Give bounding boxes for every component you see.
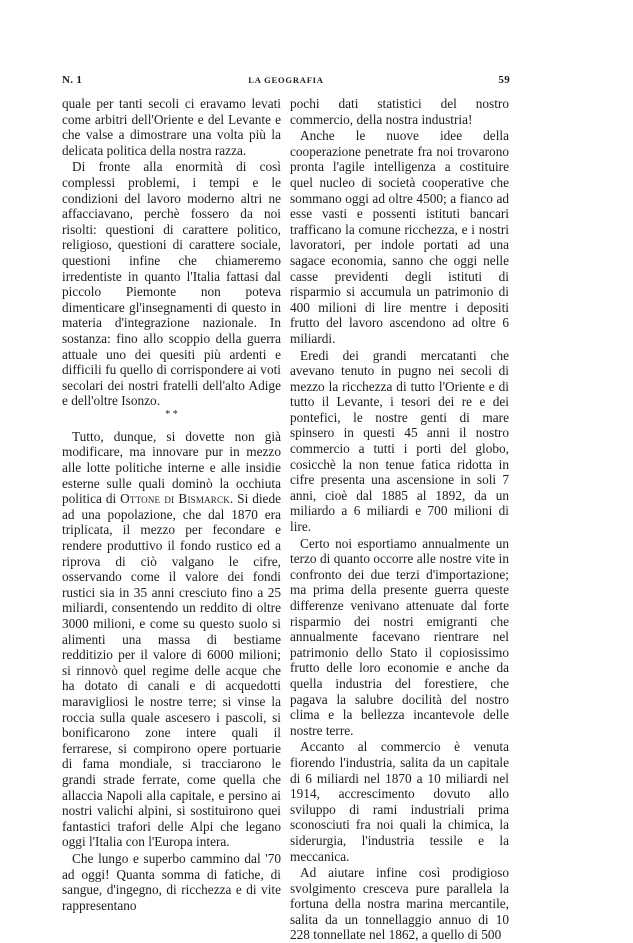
asterism: * *: [165, 408, 178, 420]
paragraph: Certo noi esportiamo annualmente un terzo di quanto occorre alle nostre vite in confronto dei due terzi d'importazione; ma prima della presente guerra queste differenze venivano attenuate dal forte risparmio dei nostri emigranti che annualmente facevano rientrare nel patrimonio dello Stato il copiosissimo frutto delle loro economie e anche da quella industria del forestiere, che pagava la salubre docilità del nostro clima e la bellezza incantevole delle nostre terre.: [290, 535, 509, 738]
left-column: [62, 96, 281, 913]
page-number: 59: [498, 74, 510, 86]
running-header: [62, 74, 510, 90]
paragraph: Di fronte alla enormità di così complessi problemi, i tempi e le condizioni del lavoro moderno altri ne affacciavano, perchè fossero da noi risolti: questioni di carattere politico, religioso, questioni di carattere sociale, questioni infine che chiameremo irredentiste in quanto l'Italia fattasi dal piccolo Piemonte non poteva dimenticare gl'insegnamenti di questo in materia d'integrazione nazionale. In sostanza: fino allo scoppio della guerra attuale uno dei quesiti più ardenti e difficili fu quello di corrispondere ai voti secolari dei nostri fratelli dell'alto Adige e dell'oltre Isonzo.: [62, 159, 281, 409]
issue-number: N. 1: [62, 74, 83, 86]
person-name: Ottone di Bismarck: [120, 491, 230, 507]
paragraph: Ad aiutare infine così prodigioso svolgimento cresceva pure parallela la fortuna della nostra marina mercantile, salita da un tonnellaggio annuo di 10 228 tonnellate nel 1862, a quello di 500: [290, 865, 509, 943]
paragraph-text: Tutto, dunque, si dovette non già modificare, ma innovare pur in mezzo alle lotte politiche interne e alle insidie esterne sulle quali dominò la occhiuta politica di: [62, 428, 281, 507]
paragraph-text: . Si diede ad una popolazione, che dal 1870 era triplicata, il mezzo per fecondare e rendere produttivo il fondo rustico ed a riprova di ciò valgano le cifre, osservando come il valore dei fondi rustici sia in 35 anni cresciuto fino a 25 miliardi, consentendo un reddito di oltre 3000 milioni, e come su questo suolo si alimenti una massa di bestiame redditizio per il valore di 6000 milioni; si rinnovò quel regime delle acque che ha dotato di canali e di acquedotti maravigliosi le nostre terre; si vinse la roccia sulla quale ascesero i pascoli, si bonificarono zone intere quali il ferrarese, si compirono opere portuarie di fama mondiale, si tracciarono le grandi strade ferrate, come quella che allaccia Napoli alla capitale, e persino ai nostri valichi alpini, si sostituirono quei fantastici trafori delle Alpi che legano oggi l'Italia con l'Europa intera.: [62, 491, 281, 850]
journal-title: LA GEOGRAFIA: [248, 75, 324, 85]
paragraph: quale per tanti secoli ci eravamo levati come arbitri dell'Oriente e del Levante e che valse a dimostrare una volta più la delicata politica della nostra razza.: [62, 96, 281, 158]
paragraph: Anche le nuove idee della cooperazione penetrate fra noi trovarono pronta l'agile intelligenza a costituire quel nucleo di società cooperative che sommano oggi ad oltre 4500; a fianco ad esse vasti e possenti istituti bancari trafficano la comune ricchezza, e i nostri lavoratori, per indole portati ad una sagace economia, sanno che oggi nelle casse previdenti degli istituti di risparmio si accumula un patrimonio di 400 milioni di lire mentre i depositi frutto del lavoro ascendono ad oltre 6 miliardi.: [290, 128, 509, 346]
paragraph: Che lungo e superbo cammino dal '70 ad oggi! Quanta somma di fatiche, di sangue, d'ingegno, di ricchezza e di vite rappresentano: [62, 850, 281, 913]
section-separator: [62, 408, 281, 420]
right-column: [290, 96, 509, 943]
paragraph: Accanto al commercio è venuta fiorendo l'industria, salita da un capitale di 6 miliardi nel 1870 a 10 miliardi nel 1914, accrescimento dovuto allo sviluppo di rami industriali prima sconosciuti fra noi quali la chimica, la siderurgia, l'industria tessile e la meccanica.: [290, 739, 509, 864]
paragraph: pochi dati statistici del nostro commercio, della nostra industria!: [290, 96, 509, 127]
paragraph: [62, 429, 281, 850]
paragraph: Eredi dei grandi mercatanti che avevano tenuto in pugno nei secoli di mezzo la ricchezza di tutto l'Oriente e di tutto il Levante, i tesori dei re e dei pontefici, le nostre genti di mare spinsero in questi 45 anni il nostro commercio a tutti i porti del globo, cosicchè la non tenue fatica ridotta in cifre presenta una ascensione in soli 7 anni, cioè dal 1885 al 1892, da un miliardo a 6 miliardi e 700 milioni di lire.: [290, 347, 509, 535]
